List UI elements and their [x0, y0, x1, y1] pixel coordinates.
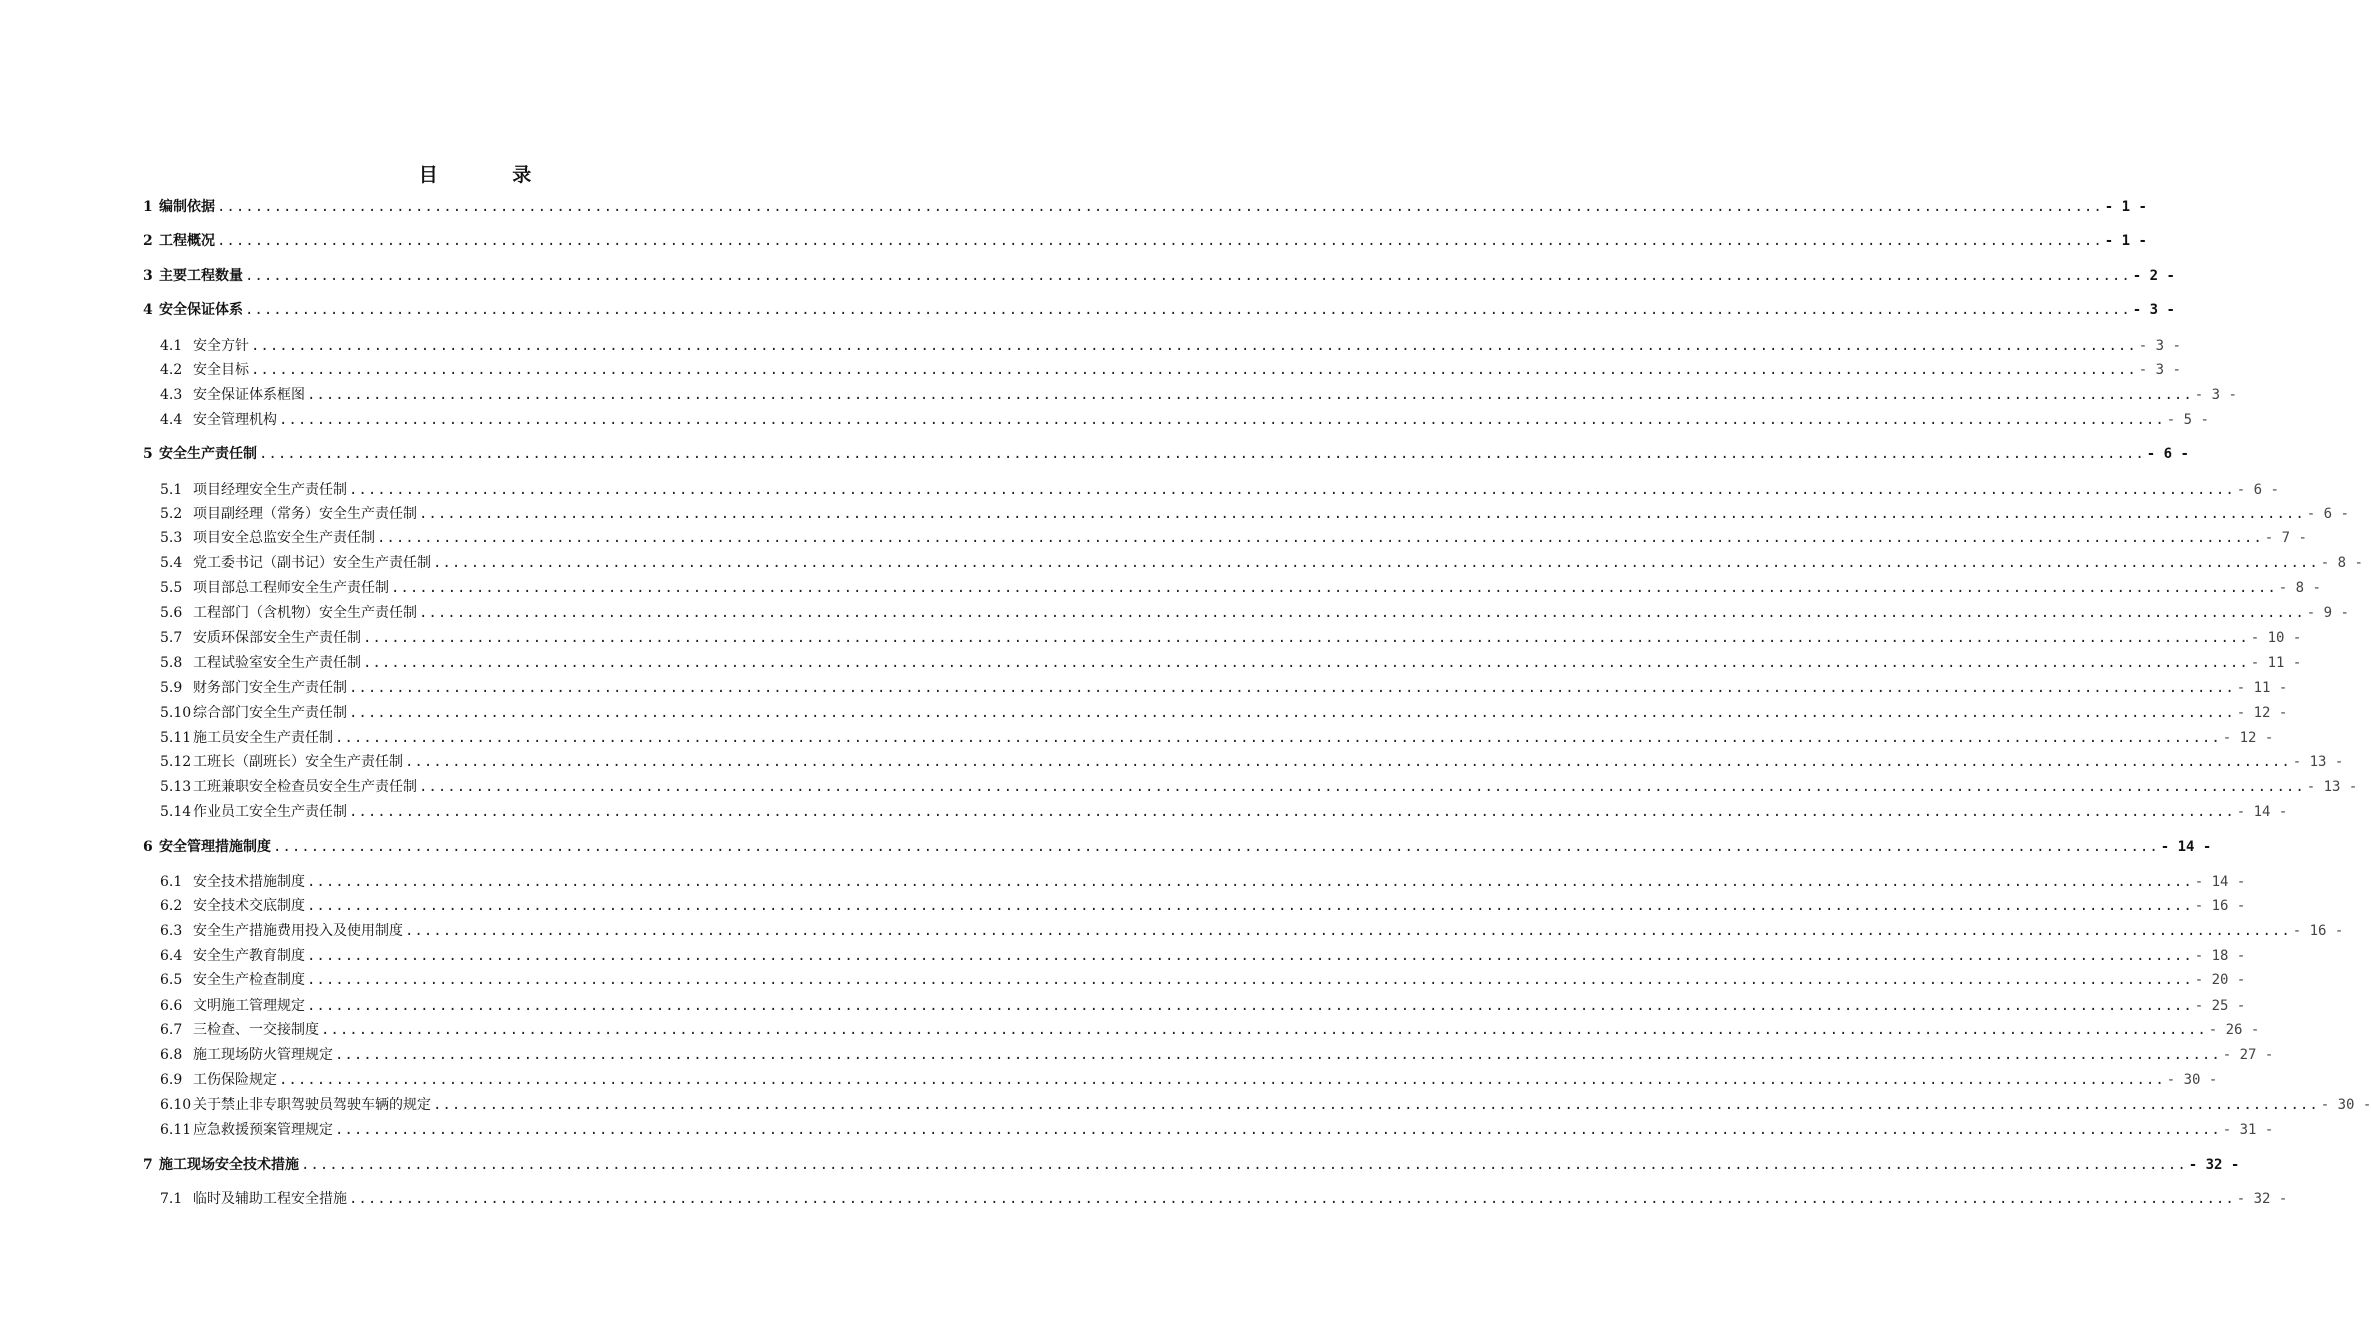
toc-entry[interactable] — [143, 444, 2189, 464]
toc-entry-title: 安质环保部安全生产责任制 — [193, 630, 361, 646]
toc-entry[interactable] — [143, 197, 2147, 217]
toc-entry-number: 6.5 — [160, 972, 183, 988]
toc-dot-leader: ........................................................................................................................................................................................................ — [217, 199, 2103, 215]
toc-entry-title: 施工员安全生产责任制 — [193, 730, 333, 746]
toc-entry-title: 安全生产教育制度 — [193, 948, 305, 964]
toc-entry-number: 5.13 — [160, 779, 192, 795]
toc-entry[interactable] — [160, 336, 2181, 356]
toc-dot-leader: ........................................................................................................................................................................................................ — [363, 630, 2249, 646]
toc-entry-page: - 3 - — [2138, 362, 2181, 378]
toc-dot-leader: ........................................................................................................................................................................................................ — [419, 506, 2305, 522]
toc-entry[interactable] — [160, 678, 2288, 698]
toc-dot-leader: ........................................................................................................................................................................................................ — [307, 948, 2193, 964]
toc-entry-title: 关于禁止非专职驾驶员驾驶车辆的规定 — [193, 1097, 431, 1113]
toc-entry-number: 5.8 — [160, 655, 183, 671]
toc-entry-number: 7 — [143, 1157, 153, 1173]
toc-entry-title: 施工现场安全技术措施 — [159, 1157, 299, 1173]
toc-entry-number: 5.6 — [160, 605, 183, 621]
toc-entry-page: - 11 - — [2236, 680, 2288, 696]
toc-entry-page: - 3 - — [2194, 387, 2237, 403]
toc-dot-leader: ........................................................................................................................................................................................................ — [335, 730, 2221, 746]
toc-entry-number: 5.4 — [160, 555, 183, 571]
toc-entry-page: - 3 - — [2138, 338, 2181, 354]
toc-entry-title: 临时及辅助工程安全措施 — [193, 1191, 347, 1207]
toc-entry-page: - 16 - — [2292, 923, 2344, 939]
toc-entry-page: - 12 - — [2236, 705, 2288, 721]
toc-entry-number: 6.1 — [160, 874, 183, 890]
toc-entry-title: 安全目标 — [193, 362, 249, 378]
toc-entry-page: - 16 - — [2194, 898, 2246, 914]
toc-entry-number: 6.7 — [160, 1022, 183, 1038]
toc-entry-number: 1 — [143, 199, 153, 215]
toc-entry[interactable] — [160, 946, 2246, 966]
toc-entry-page: - 12 - — [2222, 730, 2274, 746]
toc-entry-page: - 27 - — [2222, 1047, 2274, 1063]
toc-dot-leader: ........................................................................................................................................................................................................ — [419, 779, 2305, 795]
toc-entry-title: 主要工程数量 — [159, 268, 243, 284]
toc-entry-title: 作业员工安全生产责任制 — [193, 804, 347, 820]
toc-entry-page: - 3 - — [2132, 302, 2175, 318]
toc-entry[interactable] — [160, 728, 2274, 748]
toc-entry-page: - 8 - — [2278, 580, 2321, 596]
toc-entry-title: 党工委书记（副书记）安全生产责任制 — [193, 555, 431, 571]
toc-entry-number: 7.1 — [160, 1191, 183, 1207]
toc-entry[interactable] — [160, 628, 2302, 648]
toc-dot-leader: ........................................................................................................................................................................................................ — [405, 923, 2291, 939]
toc-entry-page: - 6 - — [2146, 446, 2189, 462]
toc-entry-title: 安全保证体系框图 — [193, 387, 305, 403]
toc-dot-leader: ........................................................................................................................................................................................................ — [349, 482, 2235, 498]
toc-entry[interactable] — [160, 578, 2321, 598]
toc-dot-leader: ........................................................................................................................................................................................................ — [377, 530, 2263, 546]
toc-entry-title: 安全方针 — [193, 338, 249, 354]
toc-dot-leader: ........................................................................................................................................................................................................ — [405, 754, 2291, 770]
toc-entry-page: - 25 - — [2194, 998, 2246, 1014]
toc-entry-page: - 7 - — [2264, 530, 2307, 546]
toc-entry[interactable] — [160, 896, 2246, 916]
toc-entry[interactable] — [143, 1155, 2240, 1175]
toc-entry-number: 6.6 — [160, 998, 183, 1014]
toc-entry-page: - 13 - — [2306, 779, 2358, 795]
page-title: 目 录 — [418, 164, 566, 186]
toc-entry[interactable] — [160, 703, 2288, 723]
toc-dot-leader: ........................................................................................................................................................................................................ — [391, 580, 2277, 596]
toc-entry-title: 安全管理机构 — [193, 412, 277, 428]
toc-entry-number: 6.4 — [160, 948, 183, 964]
toc-entry-title: 项目经理安全生产责任制 — [193, 482, 347, 498]
toc-entry-page: - 30 - — [2320, 1097, 2371, 1113]
toc-dot-leader: ........................................................................................................................................................................................................ — [251, 362, 2137, 378]
toc-entry-page: - 26 - — [2208, 1022, 2260, 1038]
toc-entry-page: - 30 - — [2166, 1072, 2218, 1088]
toc-entry-number: 6 — [143, 839, 153, 855]
toc-entry[interactable] — [143, 837, 2212, 857]
toc-entry-page: - 10 - — [2250, 630, 2302, 646]
toc-entry[interactable] — [160, 653, 2302, 673]
toc-entry-title: 项目安全总监安全生产责任制 — [193, 530, 375, 546]
toc-entry-title: 三检查、一交接制度 — [193, 1022, 319, 1038]
toc-entry[interactable] — [160, 1020, 2260, 1040]
toc-entry-page: - 14 - — [2236, 804, 2288, 820]
toc-dot-leader: ........................................................................................................................................................................................................ — [307, 387, 2193, 403]
toc-entry-number: 2 — [143, 233, 153, 249]
toc-entry[interactable] — [160, 921, 2344, 941]
toc-dot-leader: ........................................................................................................................................................................................................ — [245, 268, 2131, 284]
toc-dot-leader: ........................................................................................................................................................................................................ — [259, 446, 2145, 462]
toc-entry[interactable] — [160, 385, 2237, 405]
toc-entry-number: 4.2 — [160, 362, 183, 378]
toc-dot-leader: ........................................................................................................................................................................................................ — [307, 898, 2193, 914]
toc-entry-title: 编制依据 — [159, 199, 215, 215]
toc-entry-number: 4 — [143, 302, 153, 318]
toc-entry-title: 工伤保险规定 — [193, 1072, 277, 1088]
toc-dot-leader: ........................................................................................................................................................................................................ — [307, 972, 2193, 988]
toc-entry[interactable] — [160, 410, 2209, 430]
toc-entry-number: 6.2 — [160, 898, 183, 914]
toc-entry[interactable] — [160, 970, 2246, 990]
toc-dot-leader: ........................................................................................................................................................................................................ — [279, 1072, 2165, 1088]
toc-entry[interactable] — [160, 1189, 2288, 1209]
toc-entry-title: 财务部门安全生产责任制 — [193, 680, 347, 696]
toc-entry-number: 6.11 — [160, 1122, 192, 1138]
toc-entry-page: - 1 - — [2104, 199, 2147, 215]
toc-dot-leader: ........................................................................................................................................................................................................ — [251, 338, 2137, 354]
toc-entry-number: 4.3 — [160, 387, 183, 403]
toc-entry-page: - 6 - — [2306, 506, 2349, 522]
toc-entry-page: - 8 - — [2320, 555, 2363, 571]
toc-dot-leader: ........................................................................................................................................................................................................ — [273, 839, 2159, 855]
toc-entry-title: 综合部门安全生产责任制 — [193, 705, 347, 721]
toc-dot-leader: ........................................................................................................................................................................................................ — [335, 1047, 2221, 1063]
toc-entry[interactable] — [160, 752, 2344, 772]
toc-entry-title: 工程试验室安全生产责任制 — [193, 655, 361, 671]
toc-entry-title: 安全技术交底制度 — [193, 898, 305, 914]
toc-dot-leader: ........................................................................................................................................................................................................ — [363, 655, 2249, 671]
toc-entry-number: 5.11 — [160, 730, 192, 746]
toc-entry-title: 安全生产措施费用投入及使用制度 — [193, 923, 403, 939]
toc-entry-title: 安全生产责任制 — [159, 446, 257, 462]
toc-entry-page: - 32 - — [2236, 1191, 2288, 1207]
toc-dot-leader: ........................................................................................................................................................................................................ — [279, 412, 2165, 428]
toc-entry-page: - 1 - — [2104, 233, 2147, 249]
toc-entry-number: 3 — [143, 268, 153, 284]
toc-entry[interactable] — [160, 528, 2307, 548]
toc-entry[interactable] — [160, 1120, 2274, 1140]
toc-entry-title: 文明施工管理规定 — [193, 998, 305, 1014]
toc-entry[interactable] — [160, 1045, 2274, 1065]
toc-entry-title: 工程概况 — [159, 233, 215, 249]
toc-entry[interactable] — [160, 802, 2288, 822]
toc-dot-leader: ........................................................................................................................................................................................................ — [307, 998, 2193, 1014]
toc-entry-title: 工班长（副班长）安全生产责任制 — [193, 754, 403, 770]
toc-entry-page: - 13 - — [2292, 754, 2344, 770]
toc-entry-number: 6.8 — [160, 1047, 183, 1063]
toc-entry-number: 5.5 — [160, 580, 183, 596]
toc-entry-page: - 32 - — [2188, 1157, 2240, 1173]
toc-entry-page: - 9 - — [2306, 605, 2349, 621]
toc-entry-number: 5.3 — [160, 530, 183, 546]
toc-entry[interactable] — [160, 1070, 2218, 1090]
toc-entry-number: 6.9 — [160, 1072, 183, 1088]
toc-dot-leader: ........................................................................................................................................................................................................ — [433, 1097, 2319, 1113]
toc-entry-number: 5.10 — [160, 705, 192, 721]
toc-entry[interactable] — [160, 360, 2181, 380]
toc-dot-leader: ........................................................................................................................................................................................................ — [349, 680, 2235, 696]
toc-entry-title: 施工现场防火管理规定 — [193, 1047, 333, 1063]
toc-dot-leader: ........................................................................................................................................................................................................ — [335, 1122, 2221, 1138]
toc-dot-leader: ........................................................................................................................................................................................................ — [301, 1157, 2187, 1173]
toc-entry[interactable] — [160, 996, 2246, 1016]
toc-dot-leader: ........................................................................................................................................................................................................ — [321, 1022, 2207, 1038]
toc-entry-title: 项目副经理（常务）安全生产责任制 — [193, 506, 417, 522]
toc-entry-page: - 14 - — [2194, 874, 2246, 890]
toc-entry-number: 6.3 — [160, 923, 183, 939]
toc-dot-leader: ........................................................................................................................................................................................................ — [349, 705, 2235, 721]
toc-entry-title: 应急救援预案管理规定 — [193, 1122, 333, 1138]
toc-entry-title: 安全管理措施制度 — [159, 839, 271, 855]
toc-entry-title: 工班兼职安全检查员安全生产责任制 — [193, 779, 417, 795]
toc-dot-leader: ........................................................................................................................................................................................................ — [419, 605, 2305, 621]
toc-entry-title: 工程部门（含机物）安全生产责任制 — [193, 605, 417, 621]
toc-entry-title: 安全技术措施制度 — [193, 874, 305, 890]
toc-entry-title: 项目部总工程师安全生产责任制 — [193, 580, 389, 596]
toc-entry[interactable] — [143, 300, 2175, 320]
toc-entry-number: 6.10 — [160, 1097, 192, 1113]
toc-dot-leader: ........................................................................................................................................................................................................ — [349, 804, 2235, 820]
toc-entry[interactable] — [160, 777, 2358, 797]
toc-entry-number: 5 — [143, 446, 153, 462]
toc-dot-leader: ........................................................................................................................................................................................................ — [349, 1191, 2235, 1207]
toc-dot-leader: ........................................................................................................................................................................................................ — [217, 233, 2103, 249]
toc-entry-title: 安全生产检查制度 — [193, 972, 305, 988]
toc-entry-page: - 5 - — [2166, 412, 2209, 428]
toc-entry[interactable] — [143, 266, 2175, 286]
toc-entry[interactable] — [160, 603, 2349, 623]
toc-entry-title: 安全保证体系 — [159, 302, 243, 318]
toc-dot-leader: ........................................................................................................................................................................................................ — [245, 302, 2131, 318]
toc-dot-leader: ........................................................................................................................................................................................................ — [307, 874, 2193, 890]
toc-entry[interactable] — [160, 553, 2363, 573]
toc-entry-page: - 31 - — [2222, 1122, 2274, 1138]
toc-entry-number: 5.1 — [160, 482, 183, 498]
toc-entry-page: - 18 - — [2194, 948, 2246, 964]
toc-entry-number: 5.9 — [160, 680, 183, 696]
toc-entry-page: - 2 - — [2132, 268, 2175, 284]
toc-entry-number: 5.7 — [160, 630, 183, 646]
toc-entry[interactable] — [160, 1095, 2371, 1115]
toc-entry[interactable] — [160, 480, 2279, 500]
toc-entry[interactable] — [160, 872, 2246, 892]
toc-entry-page: - 6 - — [2236, 482, 2279, 498]
toc-entry-page: - 20 - — [2194, 972, 2246, 988]
toc-entry-number: 5.12 — [160, 754, 192, 770]
toc-entry-number: 4.1 — [160, 338, 183, 354]
toc-entry[interactable] — [160, 504, 2349, 524]
toc-dot-leader: ........................................................................................................................................................................................................ — [433, 555, 2319, 571]
toc-entry-number: 4.4 — [160, 412, 183, 428]
toc-entry-number: 5.2 — [160, 506, 183, 522]
toc-entry-number: 5.14 — [160, 804, 192, 820]
toc-entry[interactable] — [143, 231, 2147, 251]
toc-entry-page: - 11 - — [2250, 655, 2302, 671]
toc-entry-page: - 14 - — [2160, 839, 2212, 855]
